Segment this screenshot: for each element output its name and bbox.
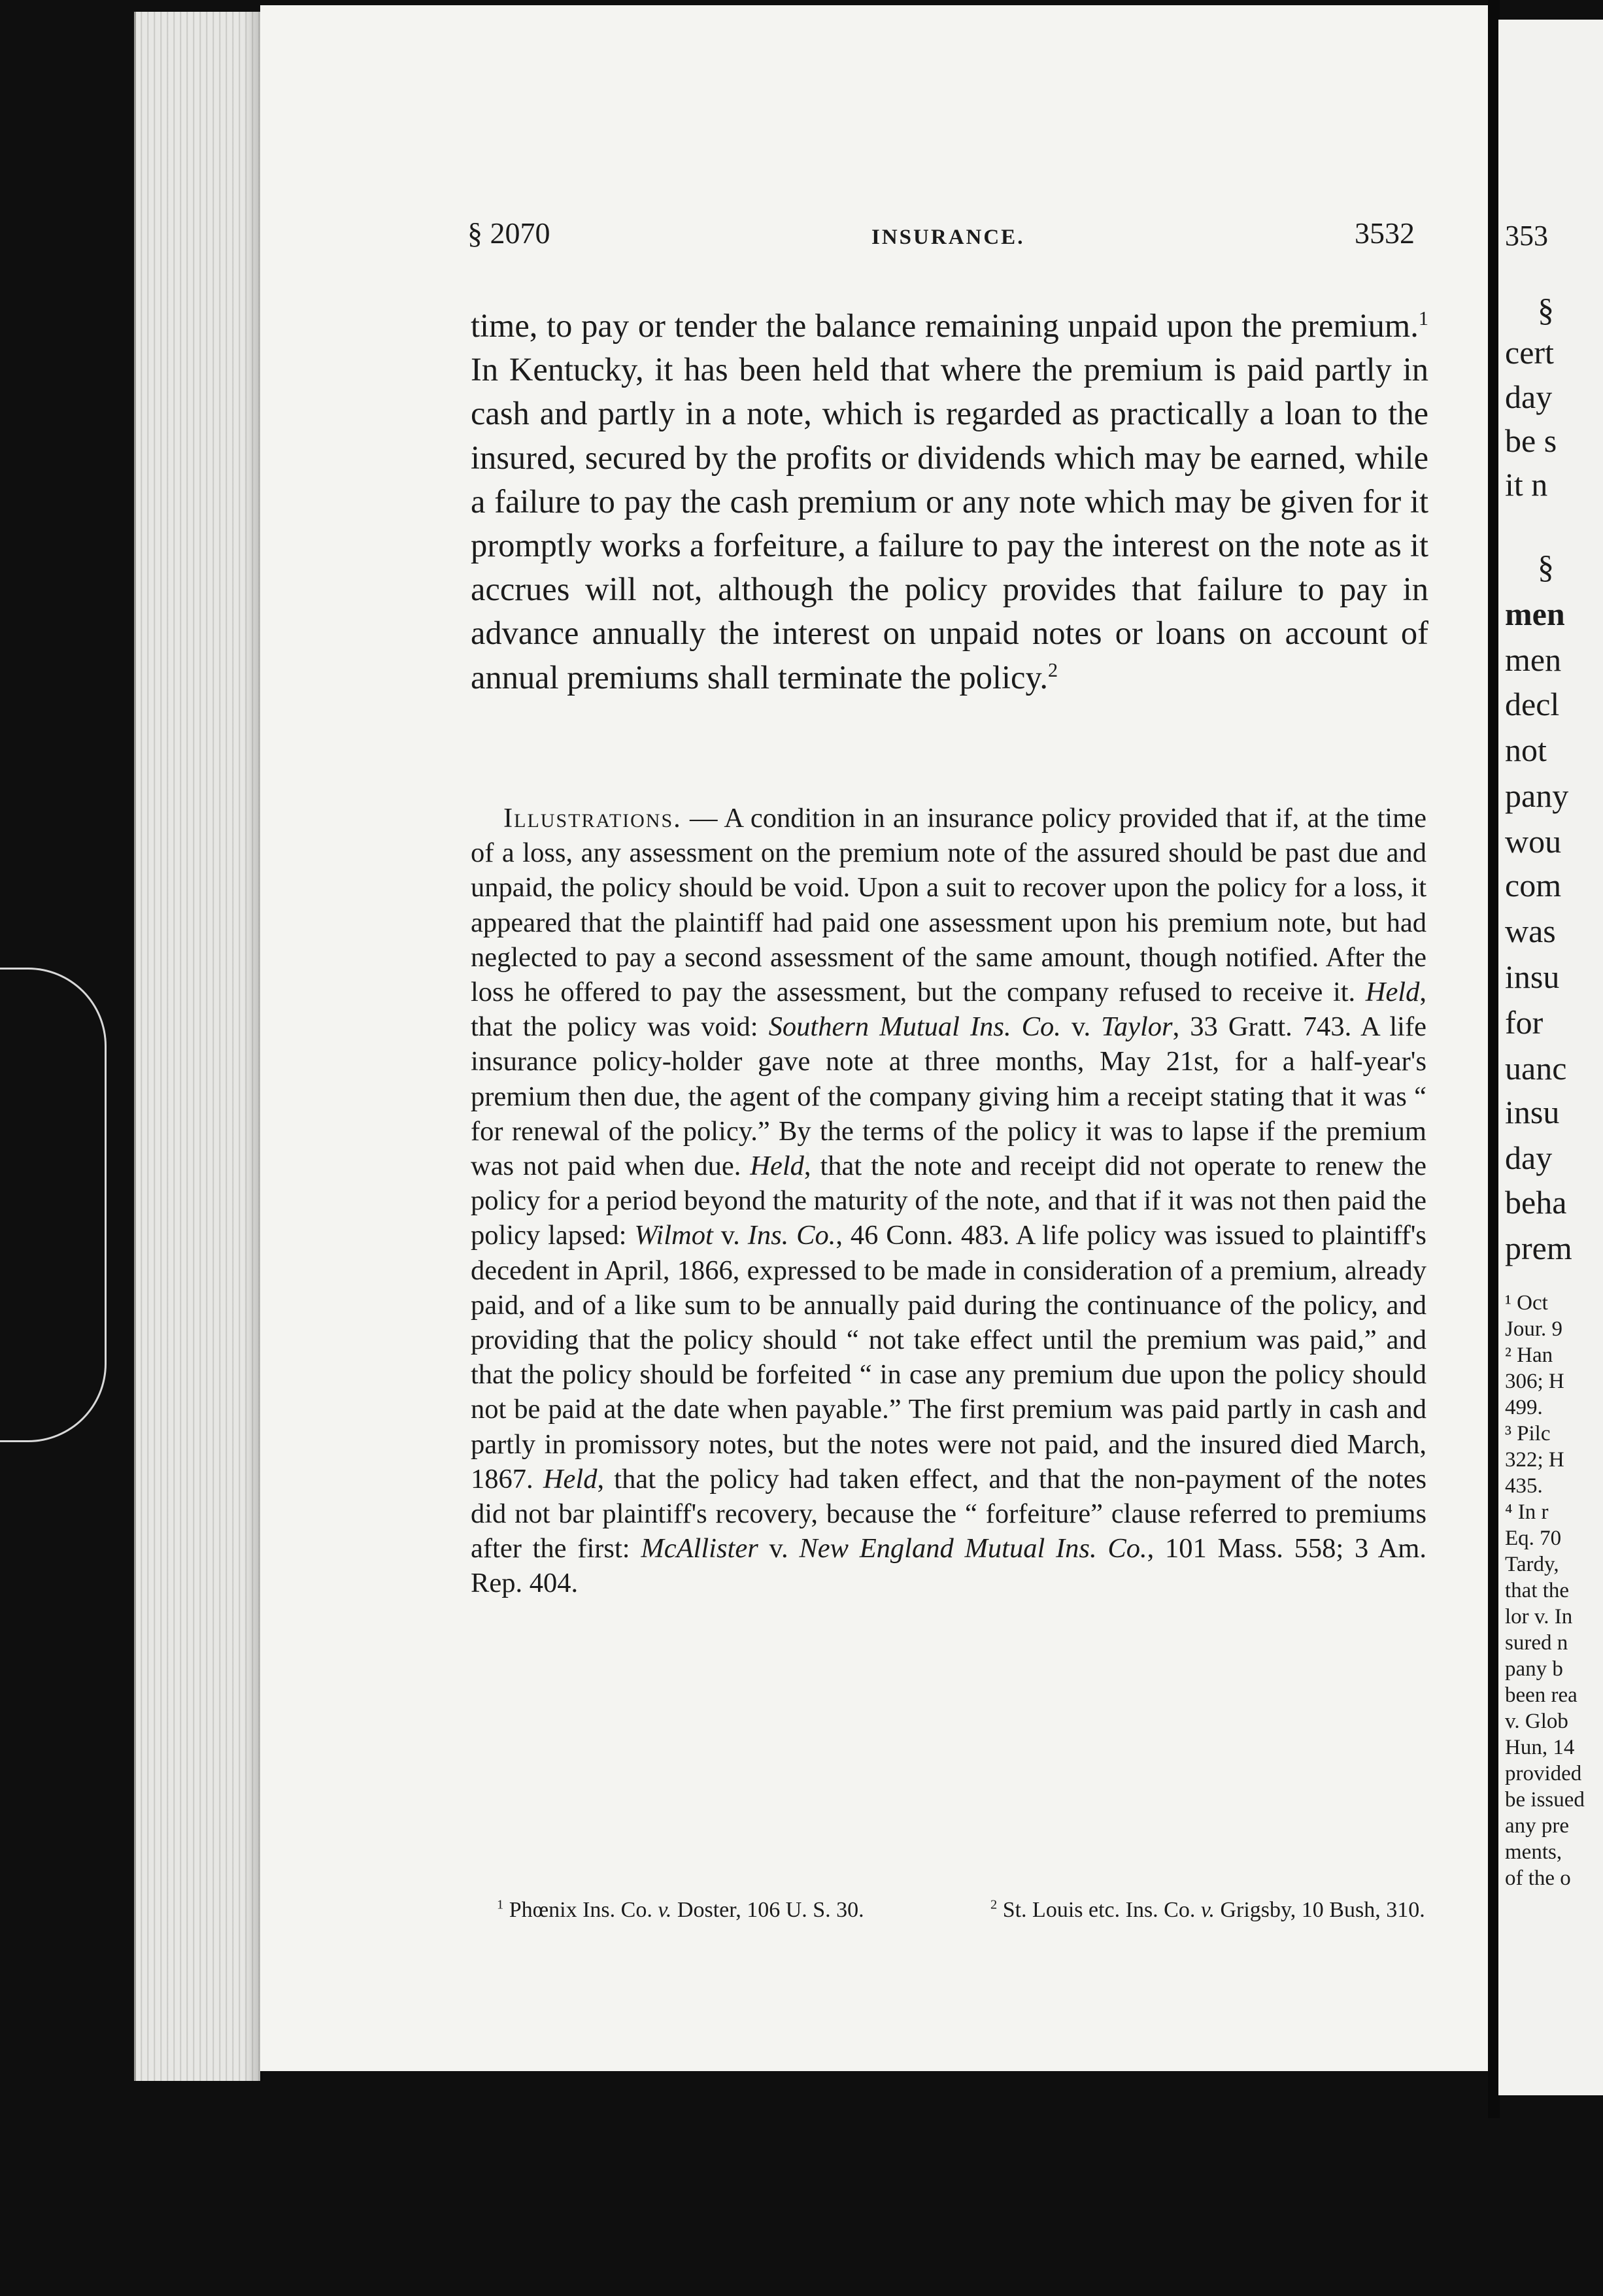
facing-page-line: men	[1505, 596, 1565, 632]
footnote-text: Phœnix Ins. Co.	[503, 1898, 658, 1922]
facing-page-footnote-line: 435.	[1505, 1474, 1543, 1498]
versus: v.	[758, 1533, 800, 1564]
facing-page-footnote-line: 322; H	[1505, 1448, 1564, 1472]
footnote-2	[964, 1896, 1425, 1925]
facing-page-footnote-line: ² Han	[1505, 1343, 1553, 1367]
illustration-text: , that the note and receipt did not operate to renew the policy for a period beyond the maturity of the note, and that if it was not then paid the policy lapsed:	[471, 1151, 1426, 1251]
facing-page-footnote-line: ments,	[1505, 1840, 1562, 1864]
facing-page-header: 353	[1505, 220, 1548, 252]
illustration-text: , 101 Mass. 558; 3 Am. Rep. 404.	[471, 1533, 1426, 1599]
facing-page-line: insu	[1505, 958, 1560, 995]
facing-page-line: for	[1505, 1004, 1544, 1041]
held-label: Held	[543, 1463, 598, 1494]
facing-page-line: pany	[1505, 777, 1569, 814]
facing-page-line: day	[1505, 379, 1553, 415]
facing-page-footnote-line: Tardy,	[1505, 1553, 1559, 1576]
illustrations-paragraph	[471, 801, 1426, 1601]
facing-page-footnote-line: pany b	[1505, 1657, 1563, 1681]
footnote-ref: 2	[1048, 658, 1058, 681]
facing-page-line: §	[1538, 292, 1554, 328]
facing-page-footnote-line: lor v. In	[1505, 1605, 1573, 1629]
facing-page-footnote-line: ⁴ In r	[1505, 1500, 1549, 1524]
main-paragraph	[471, 304, 1428, 700]
illustrations-heading: Illustrations.	[503, 803, 682, 834]
facing-page-line: insu	[1505, 1094, 1560, 1130]
case-name: Wilmot	[634, 1220, 713, 1251]
section-number: § 2070	[467, 216, 550, 250]
paragraph-text: In Kentucky, it has been held that where the premium is paid partly in cash and partly in a note, which is regarded as practically a loan to the insured, secured by the profits or dividends which may be earned, while a failure to pay the cash premium or any note which may be given for it promptly works a forfeiture, a failure to pay the interest on the note as it accrues will not, although the policy provides that failure to pay in advance annually the interest on unpaid notes or loans on account of annual premiums shall terminate the policy.	[471, 351, 1428, 696]
illustration-text: , that the policy was void:	[471, 977, 1426, 1043]
footnote-number: 2	[990, 1897, 998, 1912]
facing-page-footnote-line: Hun, 14	[1505, 1736, 1575, 1759]
facing-page-line: it n	[1505, 466, 1548, 503]
versus: v.	[1060, 1011, 1102, 1043]
facing-page-line: decl	[1505, 686, 1560, 722]
facing-page-line: beha	[1505, 1184, 1567, 1221]
case-name: New England Mutual Ins. Co.	[799, 1533, 1147, 1564]
facing-page-footnote-line: sured n	[1505, 1631, 1568, 1655]
facing-page-footnote-line: any pre	[1505, 1814, 1570, 1838]
facing-page-line: men	[1505, 641, 1562, 678]
footnote-text: St. Louis etc. Ins. Co.	[997, 1898, 1201, 1922]
loose-thread	[0, 968, 107, 1442]
case-name: McAllister	[641, 1533, 758, 1564]
illustration-text: , 33 Gratt. 743. A life insurance policy-holder gave note at three months, May 21st, for a half-year's premium then due, the agent of the company giving him a receipt stating that it was “ for renewal of the policy.” By the terms of the policy it was to lapse if the premium was not paid when due.	[471, 1011, 1426, 1182]
footnote-text: Grigsby, 10 Bush, 310.	[1214, 1898, 1425, 1922]
footnote-versus: v.	[1200, 1898, 1215, 1922]
illustration-text: , 46 Conn. 483. A life policy was issued to plaintiff's decedent in April, 1866, expressed to be made in consideration of a premium, already paid, and of a like sum to be annually paid during the continuance of the policy, and providing that the policy should “ not take effect until the premium was paid,” and that the policy should be forfeited “ in case any premium due upon the policy should not be paid at the date when payable.” The first premium was paid partly in cash and partly in promissory notes, but the notes were not paid, and the insured died March, 1867.	[471, 1220, 1426, 1494]
page-number: 3532	[1355, 216, 1415, 250]
facing-page-line: be s	[1505, 422, 1557, 459]
facing-page	[1498, 20, 1603, 2095]
case-name: Ins. Co.	[747, 1220, 836, 1251]
facing-page-footnote-line: v. Glob	[1505, 1710, 1568, 1733]
facing-page-line: cert	[1505, 334, 1554, 371]
page-edges	[134, 12, 260, 2081]
facing-page-footnote-line: be issued	[1505, 1788, 1585, 1812]
facing-page-line: was	[1505, 913, 1556, 949]
footnote-text: Doster, 106 U. S. 30.	[671, 1898, 864, 1922]
illustration-text: , that the policy had taken effect, and that the non-payment of the notes did not bar plaintiff's recovery, because the “ forfeiture” clause referred to premiums after the first:	[471, 1463, 1426, 1564]
facing-page-line: not	[1505, 732, 1547, 768]
footnote-1	[471, 1896, 932, 1925]
facing-page-footnote-line: provided	[1505, 1762, 1582, 1785]
facing-page-footnote-line: Jour. 9	[1505, 1317, 1563, 1341]
facing-page-footnote-line: 499.	[1505, 1396, 1543, 1419]
case-name: Southern Mutual Ins. Co.	[768, 1011, 1061, 1043]
running-title: INSURANCE.	[871, 226, 1025, 249]
facing-page-footnote-line: ³ Pilc	[1505, 1422, 1551, 1445]
facing-page-line: uanc	[1505, 1050, 1567, 1087]
paragraph-text: time, to pay or tender the balance remaining unpaid upon the premium.	[471, 307, 1419, 344]
facing-page-line: §	[1538, 549, 1554, 585]
facing-page-footnote-line: 306; H	[1505, 1370, 1564, 1393]
facing-page-line: wou	[1505, 823, 1562, 860]
facing-page-footnote-line: of the o	[1505, 1866, 1571, 1890]
versus: v.	[713, 1220, 748, 1251]
facing-page-line: com	[1505, 867, 1562, 903]
held-label: Held	[1365, 977, 1420, 1008]
facing-page-footnote-line: been rea	[1505, 1683, 1578, 1707]
facing-page-line: day	[1505, 1140, 1553, 1176]
facing-page-footnote-line: Eq. 70	[1505, 1527, 1562, 1550]
footnote-ref: 1	[1418, 307, 1428, 330]
case-name: Taylor	[1101, 1011, 1173, 1043]
illustration-text: — A condition in an insurance policy provided that if, at the time of a loss, any assessment on the premium note of the assured should be past due and unpaid, the policy should be void. Upon a suit to recover upon the policy for a loss, it appeared that the plaintiff had paid one assessment upon his premium note, but had neglected to pay a second assessment of the same amount, though notified. After the loss he offered to pay the assessment, but the company refused to receive it.	[471, 803, 1426, 1008]
facing-page-line: prem	[1505, 1230, 1572, 1266]
footnote-number: 1	[497, 1897, 504, 1912]
footnote-versus: v.	[658, 1898, 672, 1922]
held-label: Held	[750, 1151, 804, 1182]
facing-page-footnote-line: that the	[1505, 1579, 1570, 1602]
facing-page-footnote-line: ¹ Oct	[1505, 1291, 1548, 1315]
